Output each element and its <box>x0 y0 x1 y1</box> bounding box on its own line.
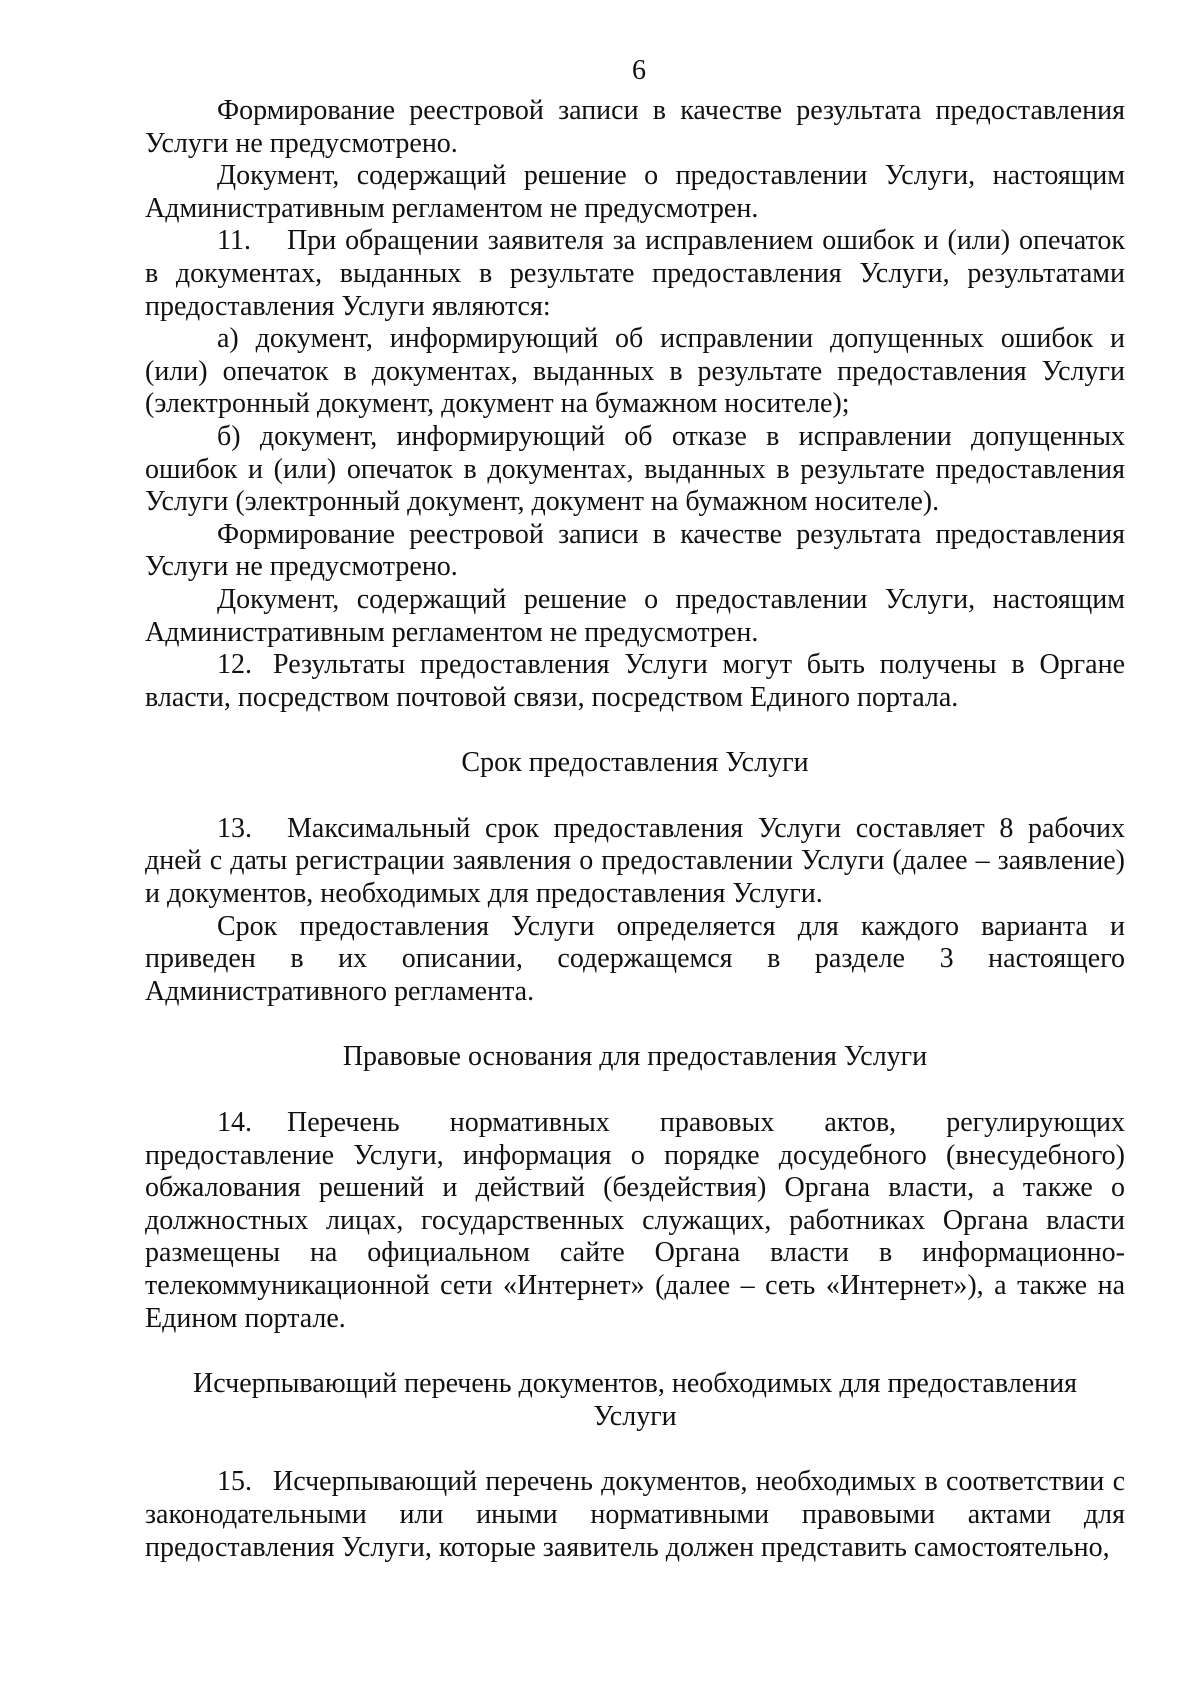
item-number: 11. <box>217 225 251 257</box>
document-page <box>145 55 1125 1564</box>
heading-line: Услуги <box>593 1400 677 1432</box>
paragraph-item-15 <box>145 1466 1125 1564</box>
item-text: Результаты предоставления Услуги могут быть получены в Органе власти, посредством почтовой связи, посредством Единого портала. <box>145 649 1125 713</box>
page-number: 6 <box>632 55 646 86</box>
section-heading-legal-basis: Правовые основания для предоставления Услуги <box>342 1041 928 1073</box>
paragraph-decision-document-1: Документ, содержащий решение о предоставлении Услуги, настоящим Административным регламентом не предусмотрен. <box>145 160 1125 224</box>
paragraph-subitem-b: б) документ, информирующий об отказе в исправлении допущенных ошибок и (или) опечаток в документах, выданных в результате предоставления Услуги (электронный документ, документ на бумажном носителе). <box>145 420 1125 518</box>
item-number: 14. <box>217 1107 252 1139</box>
item-text: При обращении заявителя за исправлением ошибок и (или) опечаток в документах, выданных в результате предоставления Услуги, результатами предоставления Услуги являются: <box>145 225 1125 322</box>
paragraph-registry-record-1: Формирование реестровой записи в качестве результата предоставления Услуги не предусмотрено. <box>145 95 1125 159</box>
item-text: Исчерпывающий перечень документов, необходимых в соответствии с законодательными или иными нормативными правовыми актами для предоставления Услуги, которые заявитель должен представить самостоятельно, <box>145 1466 1125 1563</box>
heading-line: Исчерпывающий перечень документов, необходимых для предоставления <box>193 1368 1077 1400</box>
item-number: 12. <box>217 649 252 681</box>
paragraph-item-12 <box>145 649 1125 714</box>
paragraph-registry-record-2: Формирование реестровой записи в качестве результата предоставления Услуги не предусмотрено. <box>145 518 1125 583</box>
section-heading-documents <box>145 1368 1125 1433</box>
paragraph-item-11 <box>145 225 1125 323</box>
paragraph-decision-document-2: Документ, содержащий решение о предоставлении Услуги, настоящим Административным регламентом не предусмотрен. <box>145 583 1125 648</box>
section-heading-term: Срок предоставления Услуги <box>461 747 809 779</box>
paragraph-item-14 <box>145 1107 1125 1335</box>
item-text: Перечень нормативных правовых актов, регулирующих предоставление Услуги, информация о порядке досудебного (внесудебного) обжалования решений и действий (бездействия) Органа власти, а также о должностных лицах, государственных служащих, работниках Органа власти размещены на официальном сайте Органа власти в информационно-телекоммуникационной сети «Интернет» (далее – сеть «Интернет»), а также на Едином портале. <box>145 1107 1125 1334</box>
paragraph-item-13 <box>145 813 1125 911</box>
paragraph-term-variants: Срок предоставления Услуги определяется для каждого варианта и приведен в их описании, содержащемся в разделе 3 настоящего Административного регламента. <box>145 910 1125 1007</box>
item-number: 13. <box>217 812 252 844</box>
item-text: Максимальный срок предоставления Услуги составляет 8 рабочих дней с даты регистрации заявления о предоставлении Услуги (далее – заявление) и документов, необходимых для предоставления Услуги. <box>145 812 1125 910</box>
paragraph-subitem-a: а) документ, информирующий об исправлении допущенных ошибок и (или) опечаток в документах, выданных в результате предоставления Услуги (электронный документ, документ на бумажном носителе); <box>145 323 1125 420</box>
item-number: 15. <box>217 1466 252 1498</box>
